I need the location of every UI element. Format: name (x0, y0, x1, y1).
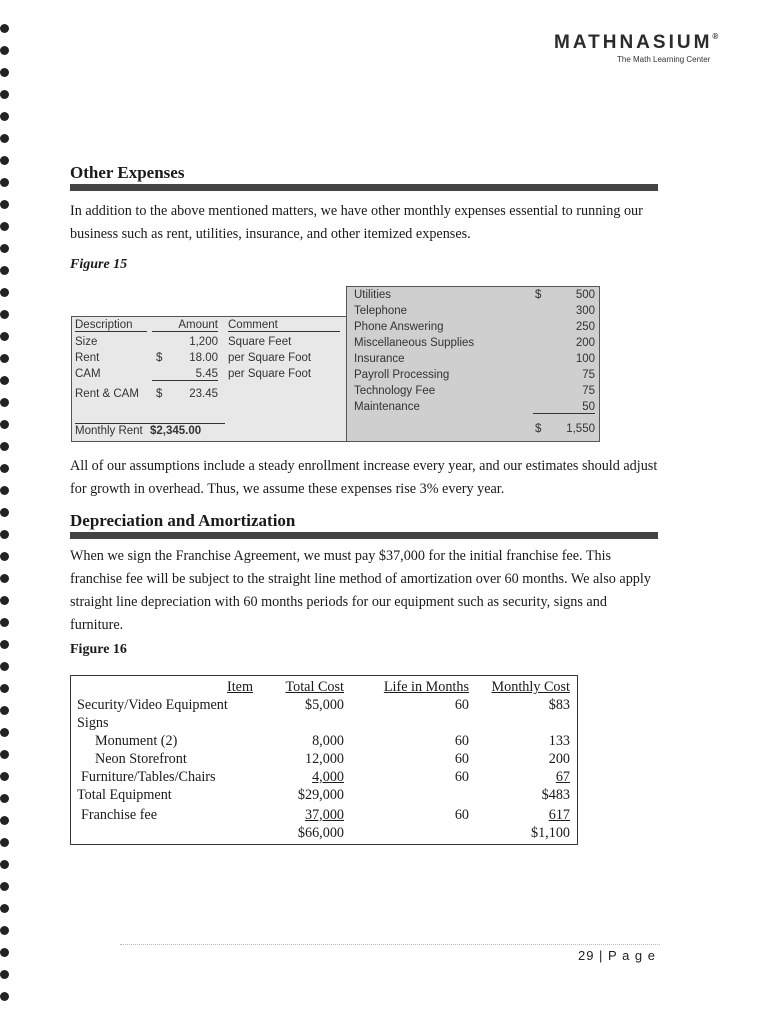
other-expenses-intro: In addition to the above mentioned matters, we have other monthly expenses essential to running our business such as rent, utilities, insurance, and other itemized expenses. (70, 203, 643, 242)
mathnasium-logo (554, 26, 724, 70)
expense-item: Telephone (354, 305, 408, 317)
table-row-life: 60 (454, 751, 469, 767)
section-rule (70, 184, 658, 191)
expense-currency: $ (535, 289, 542, 301)
rent-header-description: Description (75, 319, 147, 332)
expense-value: 500 (575, 289, 595, 301)
table-row-item: Monument (2) (95, 733, 178, 749)
table-row-life: 60 (454, 733, 469, 749)
depreciation-intro: When we sign the Franchise Agreement, we must pay $37,000 for the initial franchise fee. This franchise fee will be subject to the straight line method of amortization over 60 months. We also apply straight line depreciation with 60 months periods for our equipment such as security, signs and furniture. (70, 548, 651, 633)
section-rule (70, 532, 658, 539)
table-row-total: $29,000 (297, 787, 344, 803)
table-row-life: 60 (454, 769, 469, 785)
table-row-item: Signs (77, 715, 109, 731)
rent-row-comment: per Square Foot (228, 368, 312, 380)
expense-value: 75 (582, 369, 595, 381)
table-row-total: $5,000 (304, 697, 344, 713)
expense-value: 200 (575, 337, 595, 349)
table-row-life: 60 (454, 697, 469, 713)
table-row-total: 8,000 (312, 733, 344, 749)
rent-row-desc: CAM (75, 368, 101, 380)
table-row-item: Security/Video Equipment (77, 697, 228, 713)
figure-15-caption: Figure 15 (70, 257, 128, 272)
assumptions-paragraph: All of our assumptions include a steady enrollment increase every year, and our estimates should adjust for growth in overhead. Thus, we assume these expenses rise 3% every year. (70, 458, 658, 497)
expense-total-currency: $ (535, 423, 542, 435)
rent-header-comment: Comment (228, 319, 340, 332)
table-grand-total: $66,000 (297, 825, 344, 841)
rent-row-amount: 23.45 (189, 388, 218, 400)
rent-row-comment: per Square Foot (228, 352, 312, 364)
monthly-rent-label: Monthly Rent (75, 425, 143, 437)
table-row-monthly: 617 (548, 807, 570, 823)
section-title-other-expenses: Other Expenses (70, 163, 185, 182)
expense-item: Miscellaneous Supplies (354, 337, 475, 349)
table-row-life: 60 (454, 807, 469, 823)
depreciation-table (70, 675, 578, 845)
header-monthly-cost: Monthly Cost (491, 679, 570, 695)
rent-row-desc: Rent (75, 352, 100, 364)
rent-row-currency: $ (156, 388, 163, 400)
table-grand-monthly: $1,100 (530, 825, 570, 841)
table-row-monthly: $83 (548, 697, 570, 713)
logo-word: MATHNASIUM (554, 32, 713, 53)
expense-value: 250 (575, 321, 595, 333)
expense-item: Phone Answering (354, 321, 444, 333)
header-item: Item (227, 679, 253, 695)
expense-value: 300 (575, 305, 595, 317)
footer-rule (120, 944, 660, 945)
rent-row-currency: $ (156, 352, 163, 364)
table-row-monthly: 133 (548, 733, 570, 749)
rent-row-comment: Square Feet (228, 336, 292, 348)
section-title-depreciation: Depreciation and Amortization (70, 511, 296, 530)
monthly-expense-table (346, 286, 600, 442)
rent-row-amount: 1,200 (189, 336, 218, 348)
rent-header-amount: Amount (152, 319, 218, 332)
rent-row-amount: 18.00 (189, 352, 218, 364)
table-row-total: 4,000 (312, 769, 344, 785)
expense-value: 100 (575, 353, 595, 365)
table-row-item: Neon Storefront (95, 751, 187, 767)
table-row-total: 12,000 (304, 751, 344, 767)
rent-row-amount: 5.45 (152, 368, 218, 381)
expense-value: 75 (582, 385, 595, 397)
table-row-monthly: $483 (541, 787, 570, 803)
expense-item: Payroll Processing (354, 369, 450, 381)
monthly-rent-value: $2,345.00 (149, 425, 202, 437)
table-row-total: 37,000 (304, 807, 344, 823)
table-row-item: Furniture/Tables/Chairs (81, 769, 216, 785)
page-number: 29 | P a g e (577, 948, 656, 963)
table-row-monthly: 67 (555, 769, 570, 785)
table-row-monthly: 200 (548, 751, 570, 767)
binding-holes (0, 0, 14, 1024)
expense-item: Utilities (354, 289, 392, 301)
logo-tagline: The Math Learning Center (617, 55, 711, 64)
expense-value: 50 (533, 401, 595, 414)
table-row-item: Franchise fee (81, 807, 158, 823)
logo-trademark: ® (712, 32, 719, 41)
table-row-item: Total Equipment (77, 787, 172, 803)
expense-total-value: 1,550 (566, 423, 595, 435)
expense-item: Maintenance (354, 401, 420, 413)
figure-16-caption: Figure 16 (70, 642, 127, 657)
rent-row-desc: Size (75, 336, 98, 348)
header-total-cost: Total Cost (285, 679, 344, 695)
expense-item: Insurance (354, 353, 405, 365)
rent-table (71, 316, 347, 442)
expense-item: Technology Fee (354, 385, 436, 397)
rent-row-desc: Rent & CAM (75, 388, 139, 400)
header-life-months: Life in Months (383, 679, 469, 695)
